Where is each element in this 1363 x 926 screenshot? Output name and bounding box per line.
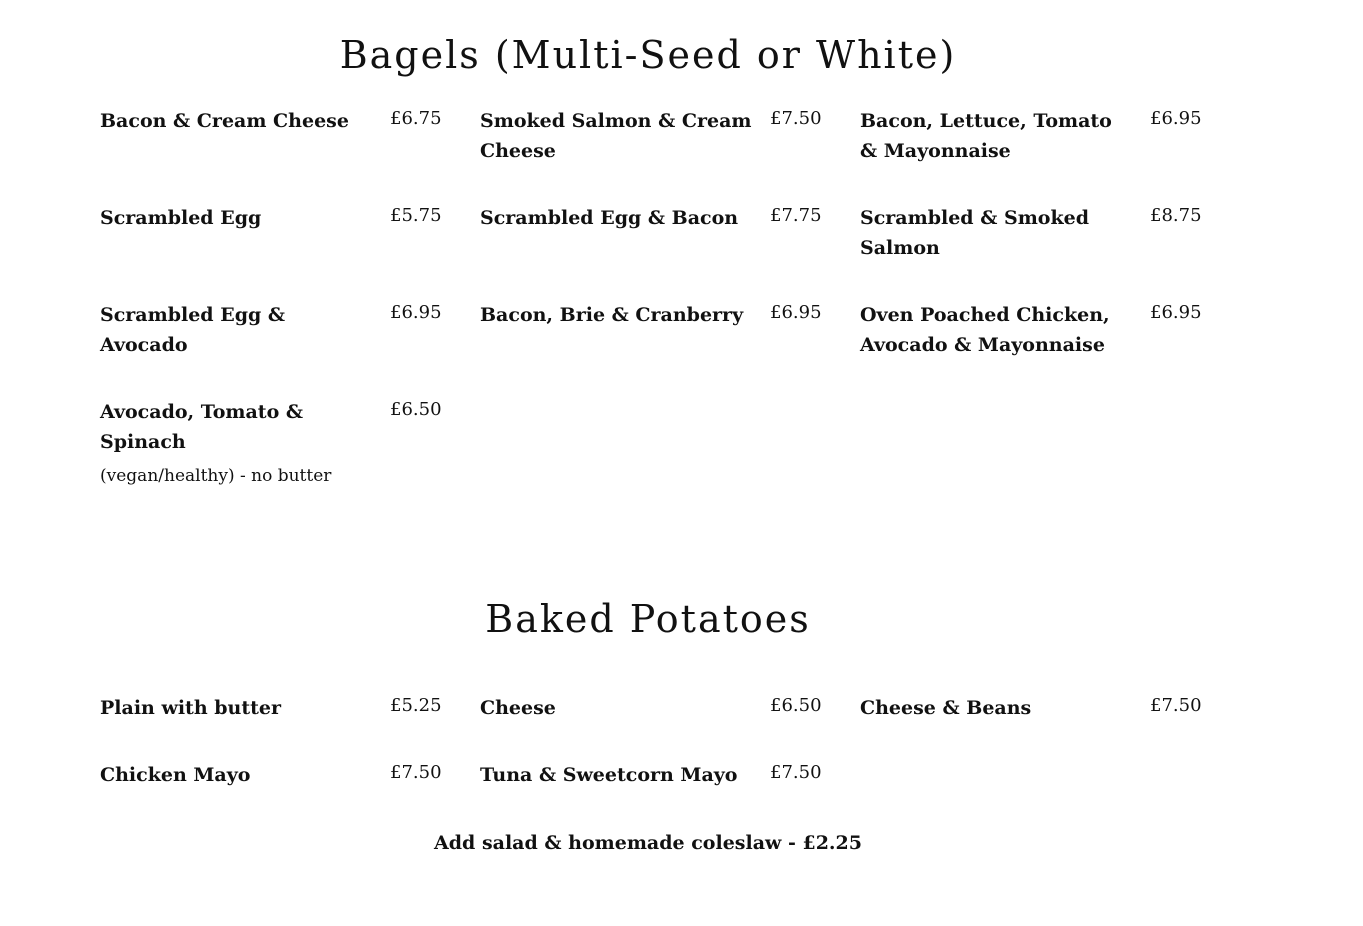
- item-name: Scrambled & Smoked Salmon: [860, 207, 1090, 259]
- potatoes-section-title: Baked Potatoes: [485, 597, 811, 641]
- item-price: £7.50: [770, 762, 822, 783]
- item-name: Scrambled Egg & Avocado: [100, 304, 286, 356]
- item-name: Bacon, Lettuce, Tomato & Mayonnaise: [860, 110, 1112, 162]
- item-note: (vegan/healthy) - no butter: [100, 466, 332, 486]
- item-name: Oven Poached Chicken, Avocado & Mayonnaise: [860, 304, 1110, 356]
- item-name: Plain with butter: [100, 697, 281, 719]
- item-price: £7.75: [770, 205, 822, 226]
- item-name: Scrambled Egg: [100, 207, 262, 229]
- item-price: £6.75: [390, 108, 442, 129]
- bagels-section-title: Bagels (Multi-Seed or White): [339, 33, 957, 77]
- item-name: Tuna & Sweetcorn Mayo: [480, 764, 738, 786]
- item-price: £8.75: [1150, 205, 1202, 226]
- item-price: £5.25: [390, 695, 442, 716]
- item-name: Cheese & Beans: [860, 697, 1032, 719]
- item-name: Chicken Mayo: [100, 764, 251, 786]
- item-price: £6.95: [1150, 108, 1202, 129]
- item-price: £6.95: [390, 302, 442, 323]
- item-name: Bacon, Brie & Cranberry: [480, 304, 744, 326]
- item-price: £6.95: [1150, 302, 1202, 323]
- item-price: £7.50: [390, 762, 442, 783]
- item-name: Smoked Salmon & Cream Cheese: [480, 110, 752, 162]
- item-price: £5.75: [390, 205, 442, 226]
- item-price: £6.50: [390, 399, 442, 420]
- item-price: £6.95: [770, 302, 822, 323]
- item-price: £6.50: [770, 695, 822, 716]
- item-name: Bacon & Cream Cheese: [100, 110, 349, 132]
- item-name: Cheese: [480, 697, 556, 719]
- item-price: £7.50: [770, 108, 822, 129]
- item-name: Avocado, Tomato & Spinach: [100, 401, 304, 453]
- item-price: £7.50: [1150, 695, 1202, 716]
- add-on-note: Add salad & homemade coleslaw - £2.25: [434, 832, 862, 854]
- item-name: Scrambled Egg & Bacon: [480, 207, 739, 229]
